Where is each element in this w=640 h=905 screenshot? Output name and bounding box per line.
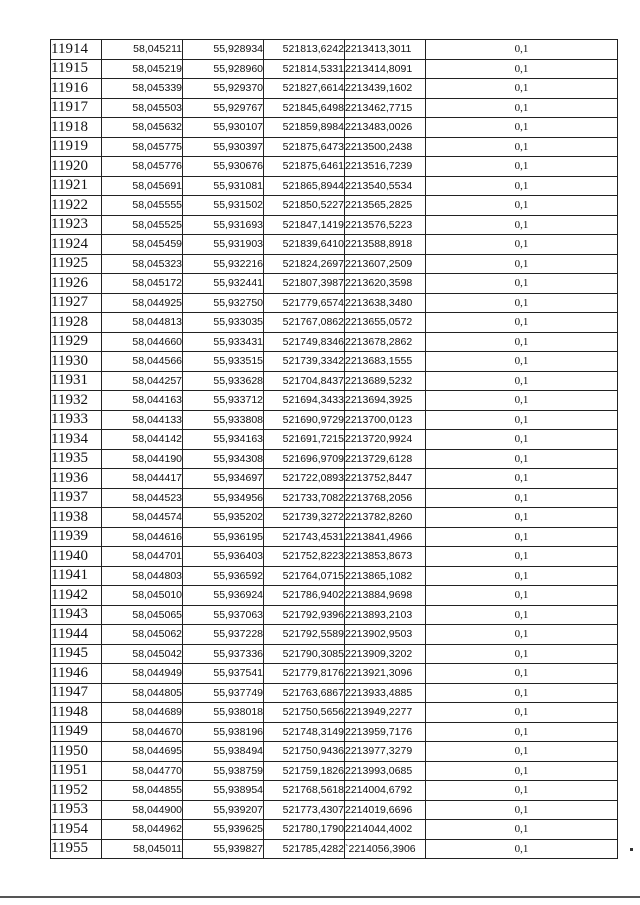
point-number-cell: 11922 — [51, 196, 102, 216]
table-row — [51, 839, 618, 859]
latitude-cell: 58,045011 — [102, 839, 183, 859]
longitude-cell: 55,939625 — [183, 820, 264, 840]
table-row — [51, 449, 618, 469]
x-coordinate-cell: 521691,7215 — [264, 430, 345, 450]
longitude-cell: 55,931903 — [183, 235, 264, 255]
longitude-cell: 55,936592 — [183, 566, 264, 586]
latitude-cell: 58,045219 — [102, 59, 183, 79]
y-coordinate-cell: 2213655,0572 — [345, 313, 426, 333]
accuracy-cell: 0,1 — [426, 40, 618, 60]
longitude-cell: 55,933628 — [183, 371, 264, 391]
table-row — [51, 781, 618, 801]
x-coordinate-cell: 521773,4307 — [264, 800, 345, 820]
table-row — [51, 547, 618, 567]
x-coordinate-cell: 521779,8176 — [264, 664, 345, 684]
point-number-cell: 11940 — [51, 547, 102, 567]
latitude-cell: 58,044689 — [102, 703, 183, 723]
x-coordinate-cell: 521749,8346 — [264, 332, 345, 352]
table-row — [51, 254, 618, 274]
table-row — [51, 820, 618, 840]
latitude-cell: 58,044803 — [102, 566, 183, 586]
y-coordinate-cell: 2214004,6792 — [345, 781, 426, 801]
latitude-cell: 58,045555 — [102, 196, 183, 216]
accuracy-cell: 0,1 — [426, 59, 618, 79]
longitude-cell: 55,933808 — [183, 410, 264, 430]
y-coordinate-cell: 2213516,7239 — [345, 157, 426, 177]
point-number-cell: 11936 — [51, 469, 102, 489]
accuracy-cell: 0,1 — [426, 176, 618, 196]
y-coordinate-cell: `2214056,3906 — [345, 839, 426, 859]
longitude-cell: 55,928934 — [183, 40, 264, 60]
accuracy-cell: 0,1 — [426, 644, 618, 664]
latitude-cell: 58,044805 — [102, 683, 183, 703]
point-number-cell: 11945 — [51, 644, 102, 664]
longitude-cell: 55,937228 — [183, 625, 264, 645]
table-row — [51, 371, 618, 391]
x-coordinate-cell: 521722,0893 — [264, 469, 345, 489]
latitude-cell: 58,044190 — [102, 449, 183, 469]
latitude-cell: 58,044701 — [102, 547, 183, 567]
latitude-cell: 58,045776 — [102, 157, 183, 177]
longitude-cell: 55,929370 — [183, 79, 264, 99]
y-coordinate-cell: 2213689,5232 — [345, 371, 426, 391]
y-coordinate-cell: 2213607,2509 — [345, 254, 426, 274]
y-coordinate-cell: 2213959,7176 — [345, 722, 426, 742]
accuracy-cell: 0,1 — [426, 605, 618, 625]
point-number-cell: 11944 — [51, 625, 102, 645]
x-coordinate-cell: 521845,6498 — [264, 98, 345, 118]
y-coordinate-cell: 2213413,3011 — [345, 40, 426, 60]
x-coordinate-cell: 521704,8437 — [264, 371, 345, 391]
table-row — [51, 430, 618, 450]
accuracy-cell: 0,1 — [426, 508, 618, 528]
point-number-cell: 11946 — [51, 664, 102, 684]
x-coordinate-cell: 521785,4282 — [264, 839, 345, 859]
accuracy-cell: 0,1 — [426, 547, 618, 567]
accuracy-cell: 0,1 — [426, 664, 618, 684]
table-row — [51, 800, 618, 820]
x-coordinate-cell: 521850,5227 — [264, 196, 345, 216]
point-number-cell: 11937 — [51, 488, 102, 508]
latitude-cell: 58,045062 — [102, 625, 183, 645]
y-coordinate-cell: 2213993,0685 — [345, 761, 426, 781]
table-row — [51, 664, 618, 684]
x-coordinate-cell: 521786,9402 — [264, 586, 345, 606]
y-coordinate-cell: 2214044,4002 — [345, 820, 426, 840]
x-coordinate-cell: 521875,6473 — [264, 137, 345, 157]
accuracy-cell: 0,1 — [426, 469, 618, 489]
accuracy-cell: 0,1 — [426, 215, 618, 235]
accuracy-cell: 0,1 — [426, 313, 618, 333]
table-row — [51, 196, 618, 216]
longitude-cell: 55,930397 — [183, 137, 264, 157]
accuracy-cell: 0,1 — [426, 703, 618, 723]
point-number-cell: 11951 — [51, 761, 102, 781]
accuracy-cell: 0,1 — [426, 196, 618, 216]
longitude-cell: 55,928960 — [183, 59, 264, 79]
accuracy-cell: 0,1 — [426, 254, 618, 274]
table-row — [51, 332, 618, 352]
y-coordinate-cell: 2213893,2103 — [345, 605, 426, 625]
y-coordinate-cell: 2213678,2862 — [345, 332, 426, 352]
x-coordinate-cell: 521792,9396 — [264, 605, 345, 625]
x-coordinate-cell: 521814,5331 — [264, 59, 345, 79]
point-number-cell: 11918 — [51, 118, 102, 138]
latitude-cell: 58,044523 — [102, 488, 183, 508]
y-coordinate-cell: 2213576,5223 — [345, 215, 426, 235]
longitude-cell: 55,938196 — [183, 722, 264, 742]
latitude-cell: 58,045042 — [102, 644, 183, 664]
point-number-cell: 11932 — [51, 391, 102, 411]
y-coordinate-cell: 2213902,9503 — [345, 625, 426, 645]
point-number-cell: 11947 — [51, 683, 102, 703]
x-coordinate-cell: 521767,0862 — [264, 313, 345, 333]
table-row — [51, 59, 618, 79]
y-coordinate-cell: 2213620,3598 — [345, 274, 426, 294]
point-number-cell: 11927 — [51, 293, 102, 313]
x-coordinate-cell: 521763,6867 — [264, 683, 345, 703]
y-coordinate-cell: 2213933,4885 — [345, 683, 426, 703]
longitude-cell: 55,936924 — [183, 586, 264, 606]
page-bottom-rule — [0, 896, 640, 898]
accuracy-cell: 0,1 — [426, 430, 618, 450]
point-number-cell: 11943 — [51, 605, 102, 625]
accuracy-cell: 0,1 — [426, 137, 618, 157]
accuracy-cell: 0,1 — [426, 449, 618, 469]
latitude-cell: 58,044900 — [102, 800, 183, 820]
x-coordinate-cell: 521733,7082 — [264, 488, 345, 508]
x-coordinate-cell: 521780,1790 — [264, 820, 345, 840]
accuracy-cell: 0,1 — [426, 391, 618, 411]
table-row — [51, 79, 618, 99]
point-number-cell: 11955 — [51, 839, 102, 859]
x-coordinate-cell: 521739,3342 — [264, 352, 345, 372]
x-coordinate-cell: 521839,6410 — [264, 235, 345, 255]
x-coordinate-cell: 521792,5589 — [264, 625, 345, 645]
table-row — [51, 527, 618, 547]
accuracy-cell: 0,1 — [426, 761, 618, 781]
y-coordinate-cell: 2213483,0026 — [345, 118, 426, 138]
latitude-cell: 58,044574 — [102, 508, 183, 528]
y-coordinate-cell: 2213949,2277 — [345, 703, 426, 723]
table-row — [51, 488, 618, 508]
point-number-cell: 11928 — [51, 313, 102, 333]
accuracy-cell: 0,1 — [426, 683, 618, 703]
x-coordinate-cell: 521875,6461 — [264, 157, 345, 177]
longitude-cell: 55,933431 — [183, 332, 264, 352]
longitude-cell: 55,939827 — [183, 839, 264, 859]
point-number-cell: 11938 — [51, 508, 102, 528]
x-coordinate-cell: 521696,9709 — [264, 449, 345, 469]
accuracy-cell: 0,1 — [426, 118, 618, 138]
longitude-cell: 55,932441 — [183, 274, 264, 294]
table-row — [51, 313, 618, 333]
latitude-cell: 58,044257 — [102, 371, 183, 391]
accuracy-cell: 0,1 — [426, 157, 618, 177]
x-coordinate-cell: 521748,3149 — [264, 722, 345, 742]
y-coordinate-cell: 2213540,5534 — [345, 176, 426, 196]
point-number-cell: 11954 — [51, 820, 102, 840]
latitude-cell: 58,044417 — [102, 469, 183, 489]
coordinates-table-body — [51, 40, 618, 859]
latitude-cell: 58,044163 — [102, 391, 183, 411]
accuracy-cell: 0,1 — [426, 839, 618, 859]
accuracy-cell: 0,1 — [426, 79, 618, 99]
accuracy-cell: 0,1 — [426, 820, 618, 840]
accuracy-cell: 0,1 — [426, 625, 618, 645]
longitude-cell: 55,933712 — [183, 391, 264, 411]
x-coordinate-cell: 521813,6242 — [264, 40, 345, 60]
longitude-cell: 55,934163 — [183, 430, 264, 450]
latitude-cell: 58,044770 — [102, 761, 183, 781]
point-number-cell: 11926 — [51, 274, 102, 294]
table-row — [51, 137, 618, 157]
longitude-cell: 55,937063 — [183, 605, 264, 625]
x-coordinate-cell: 521859,8984 — [264, 118, 345, 138]
y-coordinate-cell: 2213439,1602 — [345, 79, 426, 99]
x-coordinate-cell: 521694,3433 — [264, 391, 345, 411]
table-row — [51, 469, 618, 489]
y-coordinate-cell: 2213841,4966 — [345, 527, 426, 547]
point-number-cell: 11925 — [51, 254, 102, 274]
accuracy-cell: 0,1 — [426, 274, 618, 294]
latitude-cell: 58,045503 — [102, 98, 183, 118]
point-number-cell: 11924 — [51, 235, 102, 255]
latitude-cell: 58,044660 — [102, 332, 183, 352]
point-number-cell: 11916 — [51, 79, 102, 99]
x-coordinate-cell: 521768,5618 — [264, 781, 345, 801]
latitude-cell: 58,045525 — [102, 215, 183, 235]
y-coordinate-cell: 2213865,1082 — [345, 566, 426, 586]
y-coordinate-cell: 2213921,3096 — [345, 664, 426, 684]
latitude-cell: 58,044855 — [102, 781, 183, 801]
y-coordinate-cell: 2213462,7715 — [345, 98, 426, 118]
longitude-cell: 55,930107 — [183, 118, 264, 138]
table-row — [51, 742, 618, 762]
y-coordinate-cell: 2213683,1555 — [345, 352, 426, 372]
table-row — [51, 352, 618, 372]
latitude-cell: 58,045632 — [102, 118, 183, 138]
y-coordinate-cell: 2213565,2825 — [345, 196, 426, 216]
table-row — [51, 566, 618, 586]
longitude-cell: 55,931081 — [183, 176, 264, 196]
point-number-cell: 11933 — [51, 410, 102, 430]
table-row — [51, 391, 618, 411]
x-coordinate-cell: 521865,8944 — [264, 176, 345, 196]
table-row — [51, 293, 618, 313]
accuracy-cell: 0,1 — [426, 800, 618, 820]
accuracy-cell: 0,1 — [426, 566, 618, 586]
x-coordinate-cell: 521779,6574 — [264, 293, 345, 313]
point-number-cell: 11923 — [51, 215, 102, 235]
x-coordinate-cell: 521790,3085 — [264, 644, 345, 664]
point-number-cell: 11953 — [51, 800, 102, 820]
latitude-cell: 58,044566 — [102, 352, 183, 372]
y-coordinate-cell: 2213588,8918 — [345, 235, 426, 255]
longitude-cell: 55,938018 — [183, 703, 264, 723]
latitude-cell: 58,044949 — [102, 664, 183, 684]
longitude-cell: 55,934308 — [183, 449, 264, 469]
y-coordinate-cell: 2214019,6696 — [345, 800, 426, 820]
point-number-cell: 11941 — [51, 566, 102, 586]
y-coordinate-cell: 2213638,3480 — [345, 293, 426, 313]
x-coordinate-cell: 521824,2697 — [264, 254, 345, 274]
longitude-cell: 55,930676 — [183, 157, 264, 177]
table-row — [51, 586, 618, 606]
accuracy-cell: 0,1 — [426, 332, 618, 352]
table-row — [51, 274, 618, 294]
x-coordinate-cell: 521827,6614 — [264, 79, 345, 99]
point-number-cell: 11915 — [51, 59, 102, 79]
accuracy-cell: 0,1 — [426, 352, 618, 372]
longitude-cell: 55,933035 — [183, 313, 264, 333]
point-number-cell: 11942 — [51, 586, 102, 606]
longitude-cell: 55,937541 — [183, 664, 264, 684]
longitude-cell: 55,933515 — [183, 352, 264, 372]
table-row — [51, 508, 618, 528]
latitude-cell: 58,044616 — [102, 527, 183, 547]
longitude-cell: 55,931693 — [183, 215, 264, 235]
table-row — [51, 625, 618, 645]
accuracy-cell: 0,1 — [426, 371, 618, 391]
latitude-cell: 58,044813 — [102, 313, 183, 333]
table-row — [51, 683, 618, 703]
point-number-cell: 11939 — [51, 527, 102, 547]
x-coordinate-cell: 521690,9729 — [264, 410, 345, 430]
point-number-cell: 11930 — [51, 352, 102, 372]
longitude-cell: 55,934956 — [183, 488, 264, 508]
accuracy-cell: 0,1 — [426, 98, 618, 118]
point-number-cell: 11920 — [51, 157, 102, 177]
table-row — [51, 157, 618, 177]
point-number-cell: 11935 — [51, 449, 102, 469]
accuracy-cell: 0,1 — [426, 586, 618, 606]
point-number-cell: 11952 — [51, 781, 102, 801]
latitude-cell: 58,045172 — [102, 274, 183, 294]
x-coordinate-cell: 521759,1826 — [264, 761, 345, 781]
latitude-cell: 58,045339 — [102, 79, 183, 99]
table-row — [51, 703, 618, 723]
latitude-cell: 58,044695 — [102, 742, 183, 762]
point-number-cell: 11929 — [51, 332, 102, 352]
longitude-cell: 55,934697 — [183, 469, 264, 489]
point-number-cell: 11921 — [51, 176, 102, 196]
table-row — [51, 761, 618, 781]
accuracy-cell: 0,1 — [426, 235, 618, 255]
accuracy-cell: 0,1 — [426, 722, 618, 742]
accuracy-cell: 0,1 — [426, 742, 618, 762]
table-row — [51, 215, 618, 235]
table-row — [51, 722, 618, 742]
point-number-cell: 11931 — [51, 371, 102, 391]
y-coordinate-cell: 2213782,8260 — [345, 508, 426, 528]
point-number-cell: 11917 — [51, 98, 102, 118]
x-coordinate-cell: 521739,3272 — [264, 508, 345, 528]
longitude-cell: 55,938494 — [183, 742, 264, 762]
latitude-cell: 58,044142 — [102, 430, 183, 450]
x-coordinate-cell: 521743,4531 — [264, 527, 345, 547]
y-coordinate-cell: 2213720,9924 — [345, 430, 426, 450]
accuracy-cell: 0,1 — [426, 781, 618, 801]
table-row — [51, 40, 618, 60]
y-coordinate-cell: 2213752,8447 — [345, 469, 426, 489]
y-coordinate-cell: 2213853,8673 — [345, 547, 426, 567]
table-row — [51, 605, 618, 625]
longitude-cell: 55,937749 — [183, 683, 264, 703]
longitude-cell: 55,936195 — [183, 527, 264, 547]
x-coordinate-cell: 521752,8223 — [264, 547, 345, 567]
y-coordinate-cell: 2213700,0123 — [345, 410, 426, 430]
x-coordinate-cell: 521807,3987 — [264, 274, 345, 294]
point-number-cell: 11914 — [51, 40, 102, 60]
latitude-cell: 58,045065 — [102, 605, 183, 625]
point-number-cell: 11948 — [51, 703, 102, 723]
latitude-cell: 58,045775 — [102, 137, 183, 157]
table-row — [51, 98, 618, 118]
point-number-cell: 11950 — [51, 742, 102, 762]
latitude-cell: 58,044133 — [102, 410, 183, 430]
latitude-cell: 58,044962 — [102, 820, 183, 840]
table-row — [51, 118, 618, 138]
table-row — [51, 235, 618, 255]
y-coordinate-cell: 2213768,2056 — [345, 488, 426, 508]
table-row — [51, 644, 618, 664]
longitude-cell: 55,939207 — [183, 800, 264, 820]
latitude-cell: 58,045691 — [102, 176, 183, 196]
latitude-cell: 58,044670 — [102, 722, 183, 742]
coordinates-table — [50, 39, 618, 859]
accuracy-cell: 0,1 — [426, 488, 618, 508]
y-coordinate-cell: 2213729,6128 — [345, 449, 426, 469]
point-number-cell: 11934 — [51, 430, 102, 450]
y-coordinate-cell: 2213500,2438 — [345, 137, 426, 157]
longitude-cell: 55,929767 — [183, 98, 264, 118]
y-coordinate-cell: 2213414,8091 — [345, 59, 426, 79]
y-coordinate-cell: 2213909,3202 — [345, 644, 426, 664]
longitude-cell: 55,938759 — [183, 761, 264, 781]
table-row — [51, 410, 618, 430]
latitude-cell: 58,044925 — [102, 293, 183, 313]
y-coordinate-cell: 2213884,9698 — [345, 586, 426, 606]
longitude-cell: 55,931502 — [183, 196, 264, 216]
point-number-cell: 11919 — [51, 137, 102, 157]
x-coordinate-cell: 521750,5656 — [264, 703, 345, 723]
latitude-cell: 58,045010 — [102, 586, 183, 606]
latitude-cell: 58,045323 — [102, 254, 183, 274]
longitude-cell: 55,932750 — [183, 293, 264, 313]
y-coordinate-cell: 2213977,3279 — [345, 742, 426, 762]
table-row — [51, 176, 618, 196]
margin-mark — [630, 848, 633, 851]
x-coordinate-cell: 521764,0715 — [264, 566, 345, 586]
accuracy-cell: 0,1 — [426, 293, 618, 313]
longitude-cell: 55,938954 — [183, 781, 264, 801]
longitude-cell: 55,937336 — [183, 644, 264, 664]
latitude-cell: 58,045211 — [102, 40, 183, 60]
accuracy-cell: 0,1 — [426, 527, 618, 547]
longitude-cell: 55,932216 — [183, 254, 264, 274]
x-coordinate-cell: 521847,1419 — [264, 215, 345, 235]
point-number-cell: 11949 — [51, 722, 102, 742]
y-coordinate-cell: 2213694,3925 — [345, 391, 426, 411]
x-coordinate-cell: 521750,9436 — [264, 742, 345, 762]
longitude-cell: 55,936403 — [183, 547, 264, 567]
accuracy-cell: 0,1 — [426, 410, 618, 430]
latitude-cell: 58,045459 — [102, 235, 183, 255]
longitude-cell: 55,935202 — [183, 508, 264, 528]
